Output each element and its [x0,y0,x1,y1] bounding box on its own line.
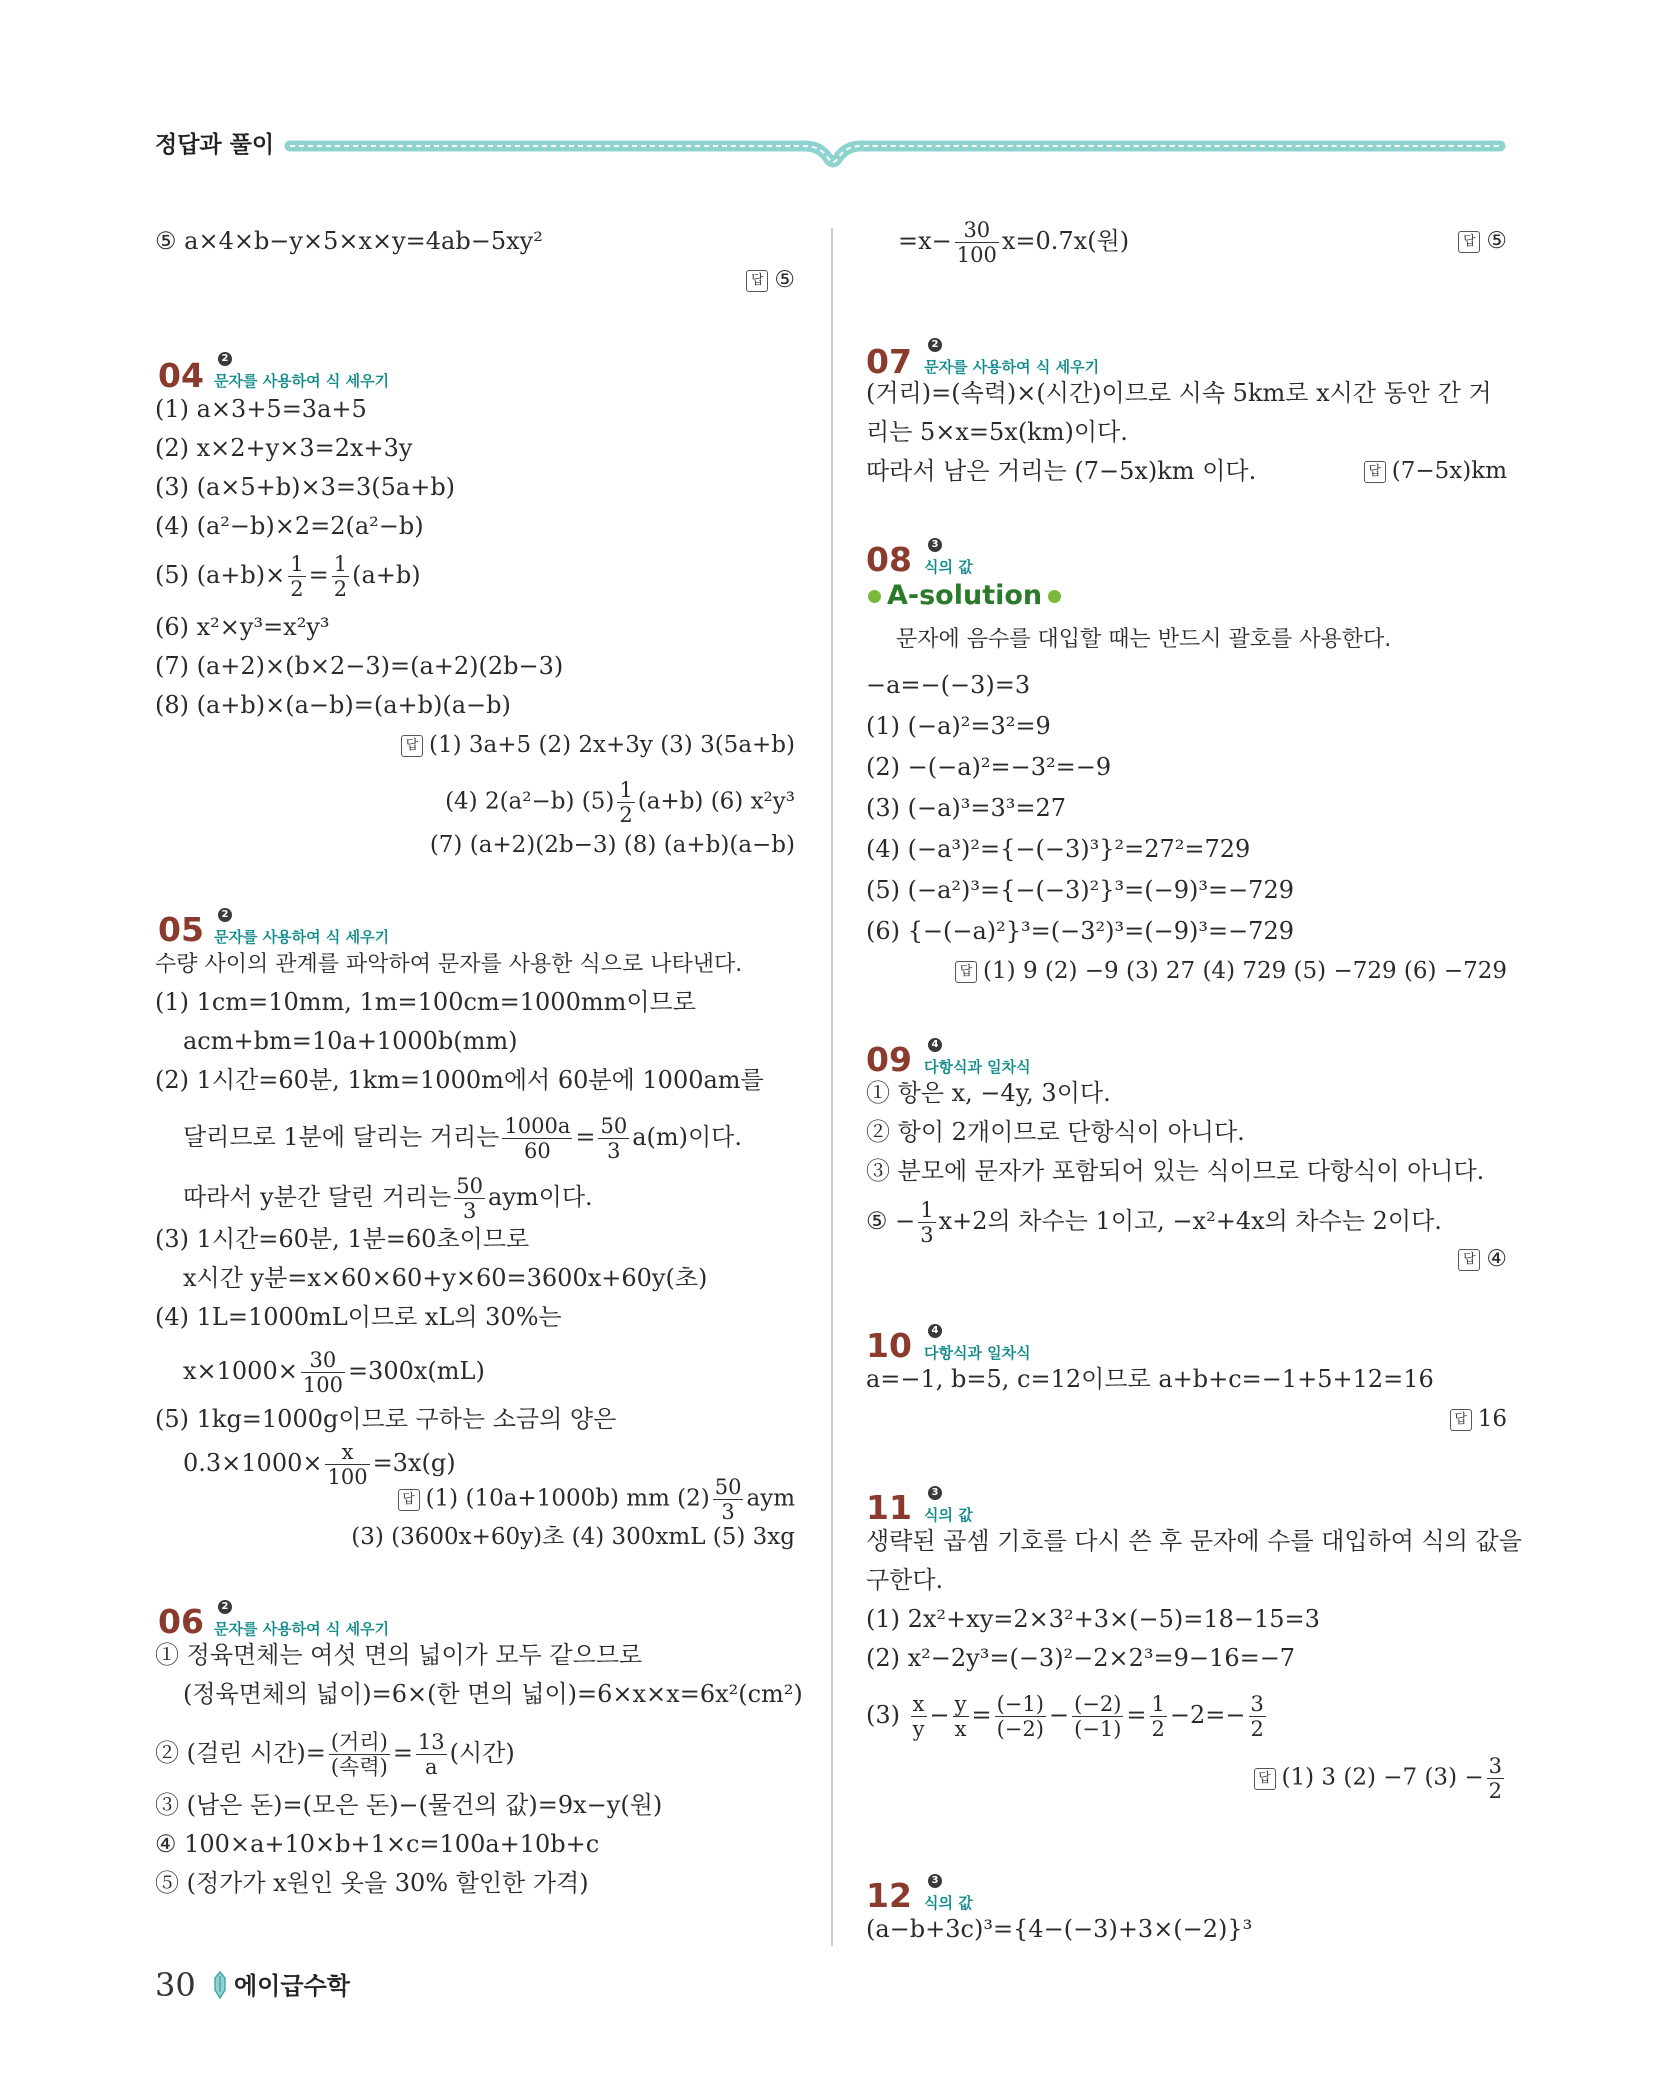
problem-05-tag: 2 문자를 사용하여 식 세우기 [214,909,390,946]
p04-answer-3: (7) (a+2)(2b−3) (8) (a+b)(a−b) [429,832,795,858]
problem-06-tag: 2 문자를 사용하여 식 세우기 [214,1601,390,1638]
p05-line-10: (5) 1kg=1000g이므로 구하는 소금의 양은 [155,1405,617,1433]
p08-line-5: (5) (−a²)³={−(−3)²}³=(−9)³=−729 [866,876,1294,904]
p04-line-4: (4) (a²−b)×2=2(a²−b) [155,512,424,540]
p11-line-3: (1) 2x²+xy=2×3²+3×(−5)=18−15=3 [866,1605,1320,1633]
answer-icon: 답 [1458,231,1480,253]
answer-icon: 답 [955,961,977,983]
answer-icon: 답 [1364,461,1386,483]
p08-line-4: (4) (−a³)²={−(−3)³}²=27²=729 [866,835,1251,863]
p06-line-6: ⑤ (정가가 x원인 옷을 30% 할인한 가격) [155,1869,589,1897]
p04-line-8: (8) (a+b)×(a−b)=(a+b)(a−b) [155,691,511,719]
problem-08-number: 08 [866,540,912,579]
a-solution-text: 문자에 음수를 대입할 때는 반드시 괄호를 사용한다. [896,627,1392,652]
p10-line-1: a=−1, b=5, c=12이므로 a+b+c=−1+5+12=16 [866,1365,1434,1393]
p09-line-4: ⑤ − $\frac{1}{3}$ x+2의 차수는 1이고, −x²+4x의 차수는 2이다. [866,1198,1442,1247]
p05-intro: 수량 사이의 관계를 파악하여 문자를 사용한 식으로 나타낸다. [155,952,743,977]
p04-line-3: (3) (a×5+b)×3=3(5a+b) [155,473,456,501]
p06-answer: 답 ⑤ [1458,226,1507,256]
p08-line-6: (6) {−(−a)²}³=(−3²)³=(−9)³=−729 [866,917,1294,945]
p05-line-7: x시간 y분=x×60×60+y×60=3600x+60y(초) [183,1264,708,1292]
p05-line-11: 0.3×1000× $\frac{x}{100}$ =3x(g) [183,1440,456,1489]
p05-line-2: acm+bm=10a+1000b(mm) [183,1027,518,1055]
p04-answer-1: 답 (1) 3a+5 (2) 2x+3y (3) 3(5a+b) [401,730,795,760]
answer-icon: 답 [1254,1768,1276,1790]
problem-05-number: 05 [158,910,204,949]
answer-icon: 답 [1450,1409,1472,1431]
p06-line-2: (정육면체의 넓이)=6×(한 면의 넓이)=6×x×x=6x²(cm²) [183,1680,803,1708]
badge-icon: 4 [928,1324,942,1338]
problem-04-tag: 2 문자를 사용하여 식 세우기 [214,353,390,390]
p11-answer: 답 (1) 3 (2) −7 (3) − $\frac{3}{2}$ [1254,1754,1507,1803]
problem-11-tag: 3 식의 값 [924,1487,973,1524]
badge-icon: 2 [928,338,942,352]
p05-line-3: (2) 1시간=60분, 1km=1000m에서 60분에 1000am를 [155,1066,764,1094]
problem-09-tag: 4 다항식과 일차식 [924,1039,1031,1076]
p09-line-3: ③ 분모에 문자가 포함되어 있는 식이므로 다항식이 아니다. [866,1157,1485,1185]
problem-07-tag: 2 문자를 사용하여 식 세우기 [924,339,1100,376]
bullet-dot-icon [1048,590,1061,603]
p11-line-1: 생략된 곱셈 기호를 다시 쓴 후 문자에 수를 대입하여 식의 값을 [866,1527,1522,1555]
p04-answer-2: (4) 2(a²−b) (5) $\frac{1}{2}$ (a+b) (6) x²y³ [445,778,795,827]
column-divider [831,228,833,1946]
p05-answer-1: 답 (1) (10a+1000b) mm (2) $\frac{50}{3}$ aym [398,1475,795,1524]
page-number: 30 [155,1966,196,2004]
p10-answer: 답 16 [1450,1404,1507,1434]
p08-line-0: −a=−(−3)=3 [866,671,1031,699]
problem-12-number: 12 [866,1876,912,1915]
p07-line-3: 따라서 남은 거리는 (7−5x)km 이다. [866,457,1257,485]
problem-09-number: 09 [866,1040,912,1079]
badge-icon: 2 [218,352,232,366]
p05-line-4: 달리므로 1분에 달리는 거리는 $\frac{1000a}{60}$ = $\frac{50}{3}$ a(m)이다. [183,1114,742,1163]
p06-line-3: ② (걸린 시간)= $\frac{\text{(거리)}}{\text{(속력)}}$ = $\frac{13}{a}$ (시간) [155,1730,515,1779]
p09-answer: 답 ④ [1458,1244,1507,1274]
answer-icon: 답 [398,1489,420,1511]
badge-icon: 2 [218,1600,232,1614]
p05-line-9: x×1000× $\frac{30}{100}$ =300x(mL) [183,1348,485,1397]
p06-line-4: ③ (남은 돈)=(모은 돈)−(물건의 값)=9x−y(원) [155,1791,663,1819]
p09-line-2: ② 항이 2개이므로 단항식이 아니다. [866,1118,1245,1146]
header-decorative-line [0,0,1654,200]
problem-06-number: 06 [158,1602,204,1641]
p06-tail-line: =x− $\frac{30}{100}$ x=0.7x(원) [898,218,1130,267]
answer-icon: 답 [746,270,768,292]
p08-answer: 답 (1) 9 (2) −9 (3) 27 (4) 729 (5) −729 (6) −729 [955,956,1507,986]
problem-11-number: 11 [866,1488,912,1527]
p11-line-4: (2) x²−2y³=(−3)²−2×2³=9−16=−7 [866,1644,1296,1672]
answer-icon: 답 [1458,1249,1480,1271]
answer-icon: 답 [401,735,423,757]
p03-line: ⑤ a×4×b−y×5×x×y=4ab−5xy² [155,227,543,255]
problem-08-tag: 3 식의 값 [924,539,973,576]
problem-10-number: 10 [866,1326,912,1365]
problem-12-tag: 3 식의 값 [924,1875,973,1912]
problem-07-number: 07 [866,342,912,381]
p09-line-1: ① 항은 x, −4y, 3이다. [866,1079,1111,1107]
page-header-title: 정답과 풀이 [155,132,275,158]
badge-icon: 4 [928,1038,942,1052]
badge-icon: 3 [928,1486,942,1500]
problem-04-number: 04 [158,356,204,395]
p11-line-5: (3) $\frac{x}{y}$ − $\frac{y}{x}$ = $\frac{(-1)}{(-2)}$ − $\frac{(-2)}{(-1)}$ = $\frac{1}{2}$ −2=− $\frac{3}{2}$ [866,1692,1264,1741]
p04-line-5: (5) (a+b)× $\frac{1}{2}$ = $\frac{1}{2}$ (a+b) [155,552,421,601]
p04-line-6: (6) x²×y³=x²y³ [155,613,330,641]
p08-line-1: (1) (−a)²=3²=9 [866,712,1051,740]
p08-line-3: (3) (−a)³=3³=27 [866,794,1067,822]
p11-line-2: 구한다. [866,1566,944,1594]
p05-line-6: (3) 1시간=60분, 1분=60초이므로 [155,1225,530,1253]
footer-brand: 에이급수학 [234,1972,350,2000]
p07-line-1: (거리)=(속력)×(시간)이므로 시속 5km로 x시간 동안 간 거 [866,379,1492,407]
p04-line-1: (1) a×3+5=3a+5 [155,395,367,423]
p06-line-5: ④ 100×a+10×b+1×c=100a+10b+c [155,1830,600,1858]
p06-line-1: ① 정육면체는 여섯 면의 넓이가 모두 같으므로 [155,1641,643,1669]
p08-line-2: (2) −(−a)²=−3²=−9 [866,753,1112,781]
bullet-dot-icon [868,590,881,603]
badge-icon: 2 [218,908,232,922]
p04-line-2: (2) x×2+y×3=2x+3y [155,434,413,462]
pencil-logo-icon [212,1970,228,2000]
p07-answer: 답 (7−5x)km [1364,456,1507,486]
badge-icon: 3 [928,1874,942,1888]
problem-10-tag: 4 다항식과 일차식 [924,1325,1031,1362]
a-solution-heading: A-solution [862,580,1067,611]
p05-line-1: (1) 1cm=10mm, 1m=100cm=1000mm이므로 [155,988,696,1016]
p12-line-1: (a−b+3c)³={4−(−3)+3×(−2)}³ [866,1915,1253,1943]
badge-icon: 3 [928,538,942,552]
p03-answer: 답 ⑤ [746,265,795,295]
p07-line-2: 리는 5×x=5x(km)이다. [866,418,1128,446]
p05-answer-2: (3) (3600x+60y)초 (4) 300xmL (5) 3xg [351,1524,795,1550]
p04-line-7: (7) (a+2)×(b×2−3)=(a+2)(2b−3) [155,652,564,680]
p05-line-5: 따라서 y분간 달린 거리는 $\frac{50}{3}$ aym이다. [183,1174,593,1223]
p05-line-8: (4) 1L=1000mL이므로 xL의 30%는 [155,1303,562,1331]
